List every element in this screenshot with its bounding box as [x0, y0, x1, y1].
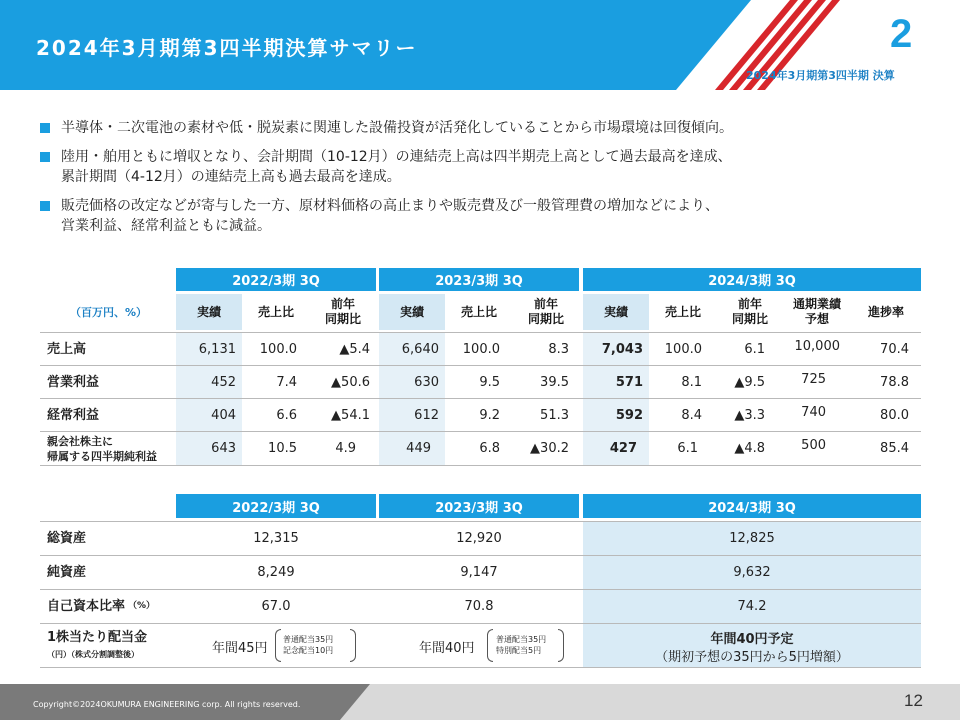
dividend-2022: 年間45円: [212, 640, 268, 656]
period-header-2022: 2022/3期 3Q: [176, 494, 376, 518]
cell-value: 404: [211, 407, 236, 423]
cell-value: 12,315: [253, 531, 299, 546]
cell-value: 630: [414, 374, 439, 390]
row-label-sales: 売上高: [47, 341, 87, 357]
cell-value: 592: [615, 407, 643, 423]
period-header-2024: 2024/3期 3Q: [583, 268, 921, 291]
bullet-item: [40, 196, 920, 236]
dividend-2023: 年間40円: [419, 640, 475, 656]
cell-value: 74.2: [737, 599, 767, 614]
row-label-net-income: 親会社株主に 帰属する四半期純利益: [47, 434, 157, 463]
sub-header-yoy: 前年 同期比: [717, 294, 783, 330]
bullet-text: 陸用・舶用ともに増収となり、会計期間（10-12月）の連結売上高は四半期売上高として過去最高を達成、 累計期間（4-12月）の連結売上高も過去最高を達成。: [61, 149, 732, 185]
cell-value: 6,640: [401, 341, 439, 357]
bullet-square-icon: [40, 201, 50, 211]
page-title: 2024年3月期第3四半期決算サマリー: [36, 36, 418, 60]
dividend-2024: 年間40円予定: [710, 631, 794, 647]
period-header-2024: 2024/3期 3Q: [583, 494, 921, 518]
cell-value: 452: [211, 374, 236, 390]
cell-value: 8,249: [257, 565, 295, 580]
sub-header-actual: 実績: [379, 294, 445, 330]
note-bracket: [275, 629, 281, 662]
row-label-dividend: 1株当たり配当金: [47, 629, 148, 645]
cell-value: 100.0: [664, 341, 702, 357]
cell-value: 571: [615, 374, 643, 390]
cell-value: 12,920: [456, 531, 502, 546]
row-label-operating-profit: 営業利益: [47, 374, 100, 390]
row-divider: [40, 623, 921, 624]
cell-value: 449: [406, 441, 431, 456]
bullet-text: 販売価格の改定などが寄与した一方、原材料価格の高止まりや販売費及び一般管理費の増加などにより、 営業利益、経常利益ともに減益。: [61, 198, 719, 234]
cell-value: 7,043: [601, 341, 643, 357]
note-bracket: [487, 629, 493, 662]
equity-ratio-label: 自己資本比率: [47, 599, 126, 614]
cell-value: ▲50.6: [331, 374, 370, 390]
copyright-text: Copyright©2024OKUMURA ENGINEERING corp. All rights reserved.: [33, 700, 301, 709]
cell-value: 7.4: [276, 374, 297, 390]
cell-value: ▲54.1: [331, 407, 370, 423]
row-divider: [40, 465, 921, 466]
dividend-2023-note: 普通配当35円 特別配当5円: [496, 635, 547, 655]
summary-bullets: [40, 118, 920, 245]
row-label-ordinary-profit: 経常利益: [47, 407, 100, 423]
cell-value: 6.6: [276, 407, 297, 423]
cell-value: ▲4.8: [734, 441, 765, 456]
dividend-2024-note: （期初予想の35円から5円増額）: [655, 649, 849, 665]
cell-value: 10,000: [794, 338, 840, 354]
cell-value: 612: [414, 407, 439, 423]
cell-value: 8.3: [548, 341, 569, 357]
bullet-item: [40, 147, 920, 187]
bullet-text: 半導体・二次電池の素材や低・脱炭素に関連した設備投資が活発化していることから市場環境は回復傾向。: [61, 120, 733, 136]
period-header-2022: 2022/3期 3Q: [176, 268, 376, 291]
row-divider: [40, 667, 921, 668]
page-number: 12: [904, 691, 923, 710]
cell-value: 8.4: [681, 407, 702, 423]
sub-header-sales-ratio: 売上比: [446, 294, 512, 330]
cell-value: 70.4: [880, 341, 909, 357]
sub-header-progress: 進捗率: [851, 294, 921, 330]
note-bracket: [558, 629, 564, 662]
cell-value: 100.0: [462, 341, 500, 357]
cell-value: 4.9: [335, 441, 356, 456]
section-number: 2: [890, 12, 913, 56]
cell-value: 12,825: [729, 531, 775, 546]
cell-value: 6.8: [479, 441, 500, 456]
cell-value: ▲5.4: [339, 341, 370, 357]
row-label-net-assets: 純資産: [47, 565, 87, 580]
row-label-equity-ratio: [47, 590, 155, 623]
cell-value: 85.4: [880, 441, 909, 456]
cell-value: 80.0: [880, 407, 909, 423]
sub-header-actual: 実績: [583, 294, 649, 330]
cell-value: 740: [801, 404, 826, 420]
cell-value: 725: [801, 371, 826, 387]
note-bracket: [350, 629, 356, 662]
cell-value: 9.5: [479, 374, 500, 390]
cell-value: ▲30.2: [530, 441, 569, 456]
period-header-2023: 2023/3期 3Q: [379, 268, 579, 291]
section-subtitle: 2024年3月期第3四半期 決算: [746, 69, 895, 82]
cell-value: 6.1: [677, 441, 698, 456]
sub-header-yoy: 前年 同期比: [310, 294, 376, 330]
cell-value: 67.0: [261, 599, 291, 614]
sub-header-forecast: 通期業績 予想: [784, 294, 850, 330]
sub-header-sales-ratio: 売上比: [650, 294, 716, 330]
sub-header-actual: 実績: [176, 294, 242, 330]
cell-value: 100.0: [259, 341, 297, 357]
period-header-2023: 2023/3期 3Q: [379, 494, 579, 518]
sub-header-sales-ratio: 売上比: [243, 294, 309, 330]
cell-value: ▲3.3: [734, 407, 765, 423]
cell-value: 643: [211, 441, 236, 456]
bullet-square-icon: [40, 123, 50, 133]
cell-value: 9.2: [479, 407, 500, 423]
sub-header-yoy: 前年 同期比: [513, 294, 579, 330]
cell-value: 500: [801, 438, 826, 453]
dividend-2022-note: 普通配当35円 記念配当10円: [283, 635, 334, 655]
equity-ratio-unit: （%）: [128, 601, 156, 611]
cell-value: 70.8: [464, 599, 494, 614]
cell-value: 427: [609, 441, 637, 456]
cell-value: 6.1: [744, 341, 765, 357]
cell-value: 39.5: [540, 374, 569, 390]
cell-value: 6,131: [198, 341, 236, 357]
cell-value: 8.1: [681, 374, 702, 390]
unit-label: （百万円、%）: [70, 306, 148, 319]
bullet-square-icon: [40, 152, 50, 162]
cell-value: ▲9.5: [734, 374, 765, 390]
row-label-total-assets: 総資産: [47, 531, 87, 546]
cell-value: 51.3: [540, 407, 569, 423]
bullet-item: [40, 118, 920, 138]
row-sublabel-dividend: （円）（株式分割調整後）: [47, 649, 139, 659]
cell-value: 9,632: [733, 565, 771, 580]
cell-value: 10.5: [268, 441, 297, 456]
cell-value: 9,147: [460, 565, 498, 580]
cell-value: 78.8: [880, 374, 909, 390]
